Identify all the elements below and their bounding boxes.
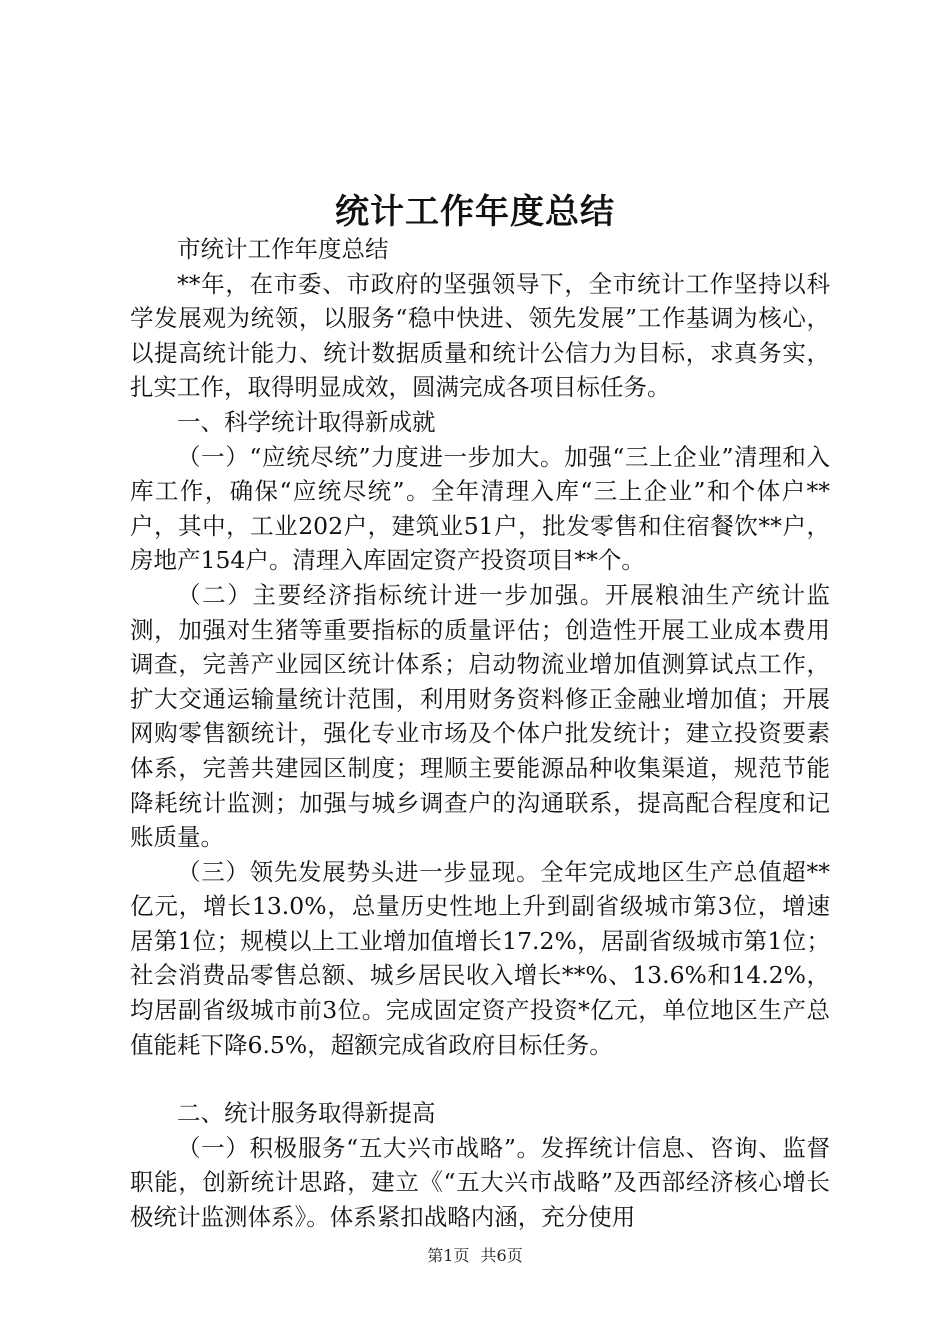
paragraph-1-1: （一）“应统尽统”力度进一步加大。加强“三上企业”清理和入库工作，确保“应统尽统”。全年清理入库“三上企业”和个体户**户，其中，工业202户，建筑业51户，批发零售和住宿餐饮**户，房地产154户。清理入库固定资产投资项目**个。 [130, 442, 830, 575]
document-body [130, 232, 830, 1235]
document-title: 统计工作年度总结 [335, 192, 615, 232]
page-total: 共6页 [480, 1246, 523, 1265]
section-heading-2: 二、统计服务取得新提高 [177, 1099, 436, 1128]
paragraph-2-1: （一）积极服务“五大兴市战略”。发挥统计信息、咨询、监督职能，创新统计思路，建立《“五大兴市战略”及西部经济核心增长极统计监测体系》。体系紧扣战略内涵，充分使用 [130, 1133, 830, 1232]
paragraph-intro: **年，在市委、市政府的坚强领导下，全市统计工作坚持以科学发展观为统领，以服务“稳中快进、领先发展”工作基调为核心，以提高统计能力、统计数据质量和统计公信力为目标，求真务实，扎实工作，取得明显成效，圆满完成各项目标任务。 [130, 269, 830, 402]
paragraph-1-3: （三）领先发展势头进一步显现。全年完成地区生产总值超**亿元，增长13.0%，总量历史性地上升到副省级城市第3位，增速居第1位；规模以上工业增加值增长17.2%，居副省级城市第1位；社会消费品零售总额、城乡居民收入增长**%、13.6%和14.2%，均居副省级城市前3位。完成固定资产投资*亿元，单位地区生产总值能耗下降6.5%，超额完成省政府目标任务。 [130, 857, 830, 1059]
page-number: 第1页 [427, 1246, 470, 1265]
page-footer [0, 1243, 950, 1266]
paragraph-subtitle: 市统计工作年度总结 [177, 235, 389, 263]
paragraph-1-2: （二）主要经济指标统计进一步加强。开展粮油生产统计监测，加强对生猪等重要指标的质量评估；创造性开展工业成本费用调查，完善产业园区统计体系；启动物流业增加值测算试点工作，扩大交通运输量统计范围，利用财务资料修正金融业增加值；开展网购零售额统计，强化专业市场及个体户批发统计；建立投资要素体系，完善共建园区制度；理顺主要能源品种收集渠道，规范节能降耗统计监测；加强与城乡调查户的沟通联系，提高配合程度和记账质量。 [130, 580, 830, 852]
section-heading-1: 一、科学统计取得新成就 [177, 407, 436, 436]
